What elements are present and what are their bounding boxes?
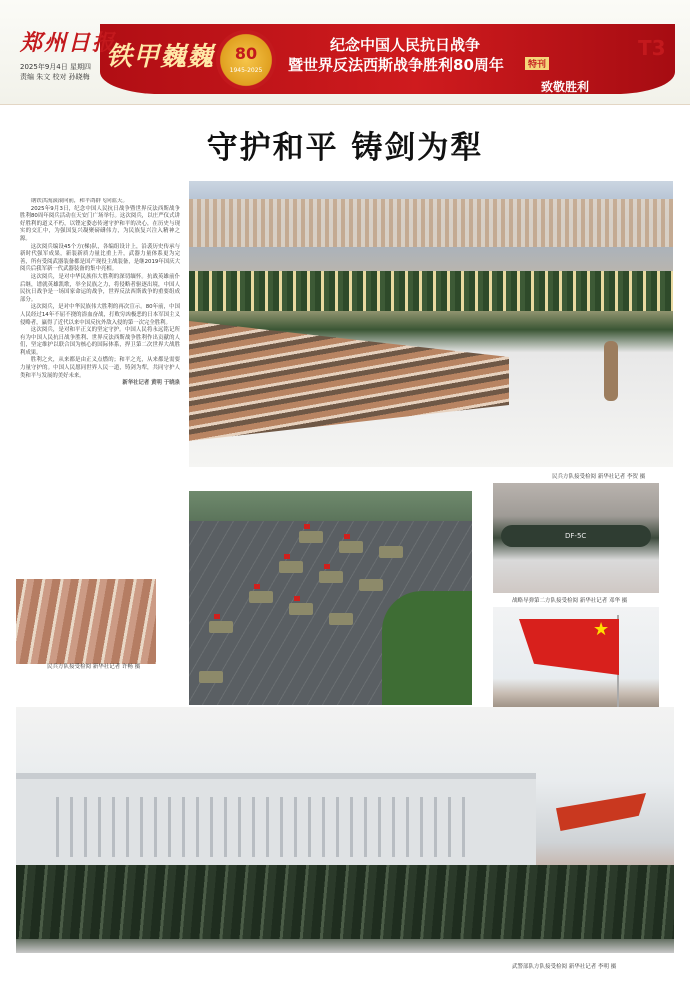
- article-paragraph: 这次阅兵，是对中华民族伟大胜利的深切缅怀。抗战英雄前仆后继，谱就英雄凯歌，举全民族之力，将侵略者驱逐出境，中国人民抗日战争是一场国家命运的战争，世界反法西斯战争的重要组成部分。: [20, 273, 180, 303]
- vehicle: [359, 579, 383, 591]
- page-number: T3: [638, 36, 666, 60]
- red-flag: [254, 584, 260, 589]
- photo-caption: 民兵方队接受检阅 新华社记者 李贺 摄: [552, 474, 646, 480]
- article-paragraph: 这次阅兵编设45个方(梯)队，各编组设计上，沿袭历史传承与新时代强军成果，新装新质力量比重上升，武器力量体系更为完善，所有受阅武器装备都是国产现役主战装备，是继2019年国庆大阅兵后我军新一代武器装备的集中亮相。: [20, 243, 180, 273]
- anniversary-emblem: [216, 30, 276, 90]
- article-paragraph: 胜利之火，从来都是由正义点燃的；和平之光，从来都是需要力量守护的。中国人民愿同世界人民一道，铸剑为犁，共同守护人类和平与发展的美好未来。: [20, 357, 180, 379]
- photo-militia-formation: [189, 181, 673, 467]
- photo-armed-police: [16, 707, 674, 953]
- vehicle: [289, 603, 313, 615]
- marching-soldiers: [16, 865, 674, 939]
- vehicle: [279, 561, 303, 573]
- star-icon: ★: [593, 619, 610, 640]
- vehicle: [329, 613, 353, 625]
- masthead-logo: 郑州日报: [20, 30, 117, 56]
- vehicle: [209, 621, 233, 633]
- waving-banner: [556, 793, 646, 831]
- headline-line2: 暨世界反法西斯战争胜利80周年: [288, 56, 504, 74]
- photo-militia-closeup: [16, 579, 156, 664]
- red-flag: [324, 564, 330, 569]
- lead-marcher: [604, 341, 618, 401]
- vehicle: [379, 546, 403, 558]
- red-flag: [304, 524, 310, 529]
- article-body: [20, 198, 180, 560]
- grandstand: [189, 199, 673, 247]
- red-flag: [284, 554, 290, 559]
- subtitle-banner: 致敬胜利: [541, 80, 590, 94]
- vehicle: [249, 591, 273, 603]
- tree-canopy: [382, 591, 472, 705]
- missile-launcher: [501, 525, 651, 547]
- vehicle: [319, 571, 343, 583]
- hall-columns: [56, 797, 476, 857]
- photo-caption: 民兵方队接受检阅 新华社记者 许畅 摄: [47, 664, 141, 670]
- marching-troops: [189, 321, 509, 441]
- vehicle: [299, 531, 323, 543]
- photo-flag-vehicles: [189, 491, 472, 705]
- article-byline: 新华社记者 黄明 于晓泉: [122, 380, 180, 387]
- article-paragraph: 这次阅兵，是对中华民族伟大胜利的再次宣示。80年前，中国人民经过14年不屈不挠的浴血奋战，打败穷凶极恶的日本军国主义侵略者，赢得了近代以来中国反抗外敌入侵的第一次完全胜利。: [20, 304, 180, 326]
- article-paragraph: 钢铁洪流滚滚向前，和平鸽群飞向蓝天。: [30, 198, 128, 204]
- section-title: 铁甲巍巍: [106, 42, 215, 72]
- vehicle: [199, 671, 223, 683]
- publication-info: 2025年9月4日 星期四 责编 朱文 校对 孙晓梅: [20, 63, 91, 81]
- emblem-years: 1945-2025: [229, 67, 263, 74]
- photo-flag-raising: [493, 607, 659, 709]
- military-band: [189, 271, 673, 311]
- article-paragraph: 这次阅兵，是对和平正义的坚定守护。中国人民将永远铭记所有为中国人民抗日战争胜利、世界反法西斯战争胜利作出贡献的人们，坚定维护以联合国为核心的国际体系，捍卫第二次世界大战胜利成果。: [20, 327, 180, 356]
- photo-missile-formation: [493, 483, 659, 593]
- emblem-number: 80: [234, 44, 258, 63]
- photo-caption: 武警部队方队接受检阅 新华社记者 李明 摄: [512, 964, 617, 970]
- red-flag: [214, 614, 220, 619]
- page-title: 守护和平 铸剑为犁: [206, 130, 484, 166]
- special-tag: 特刊: [525, 57, 549, 70]
- photo-caption: 战略导弹第二方队接受检阅 新华社记者 邓华 摄: [512, 598, 628, 604]
- red-flag: [294, 596, 300, 601]
- article-paragraph: 2025年9月3日，纪念中国人民抗日战争暨世界反法西斯战争胜利80周年阅兵活动在天安门广场举行。这次阅兵，以庄严仪式讲好胜利的道义不朽，以铿定姿态传递守护和平的决心，在历史与现实的交汇中，为强国复兴凝聚磅礴伟力，为民族复兴注入精神之源。: [20, 205, 180, 242]
- red-flag: [344, 534, 350, 539]
- page-header: [0, 0, 690, 105]
- vehicle: [339, 541, 363, 553]
- headline-line1: 纪念中国人民抗日战争: [330, 36, 481, 54]
- missile-label: DF-5C: [565, 532, 587, 540]
